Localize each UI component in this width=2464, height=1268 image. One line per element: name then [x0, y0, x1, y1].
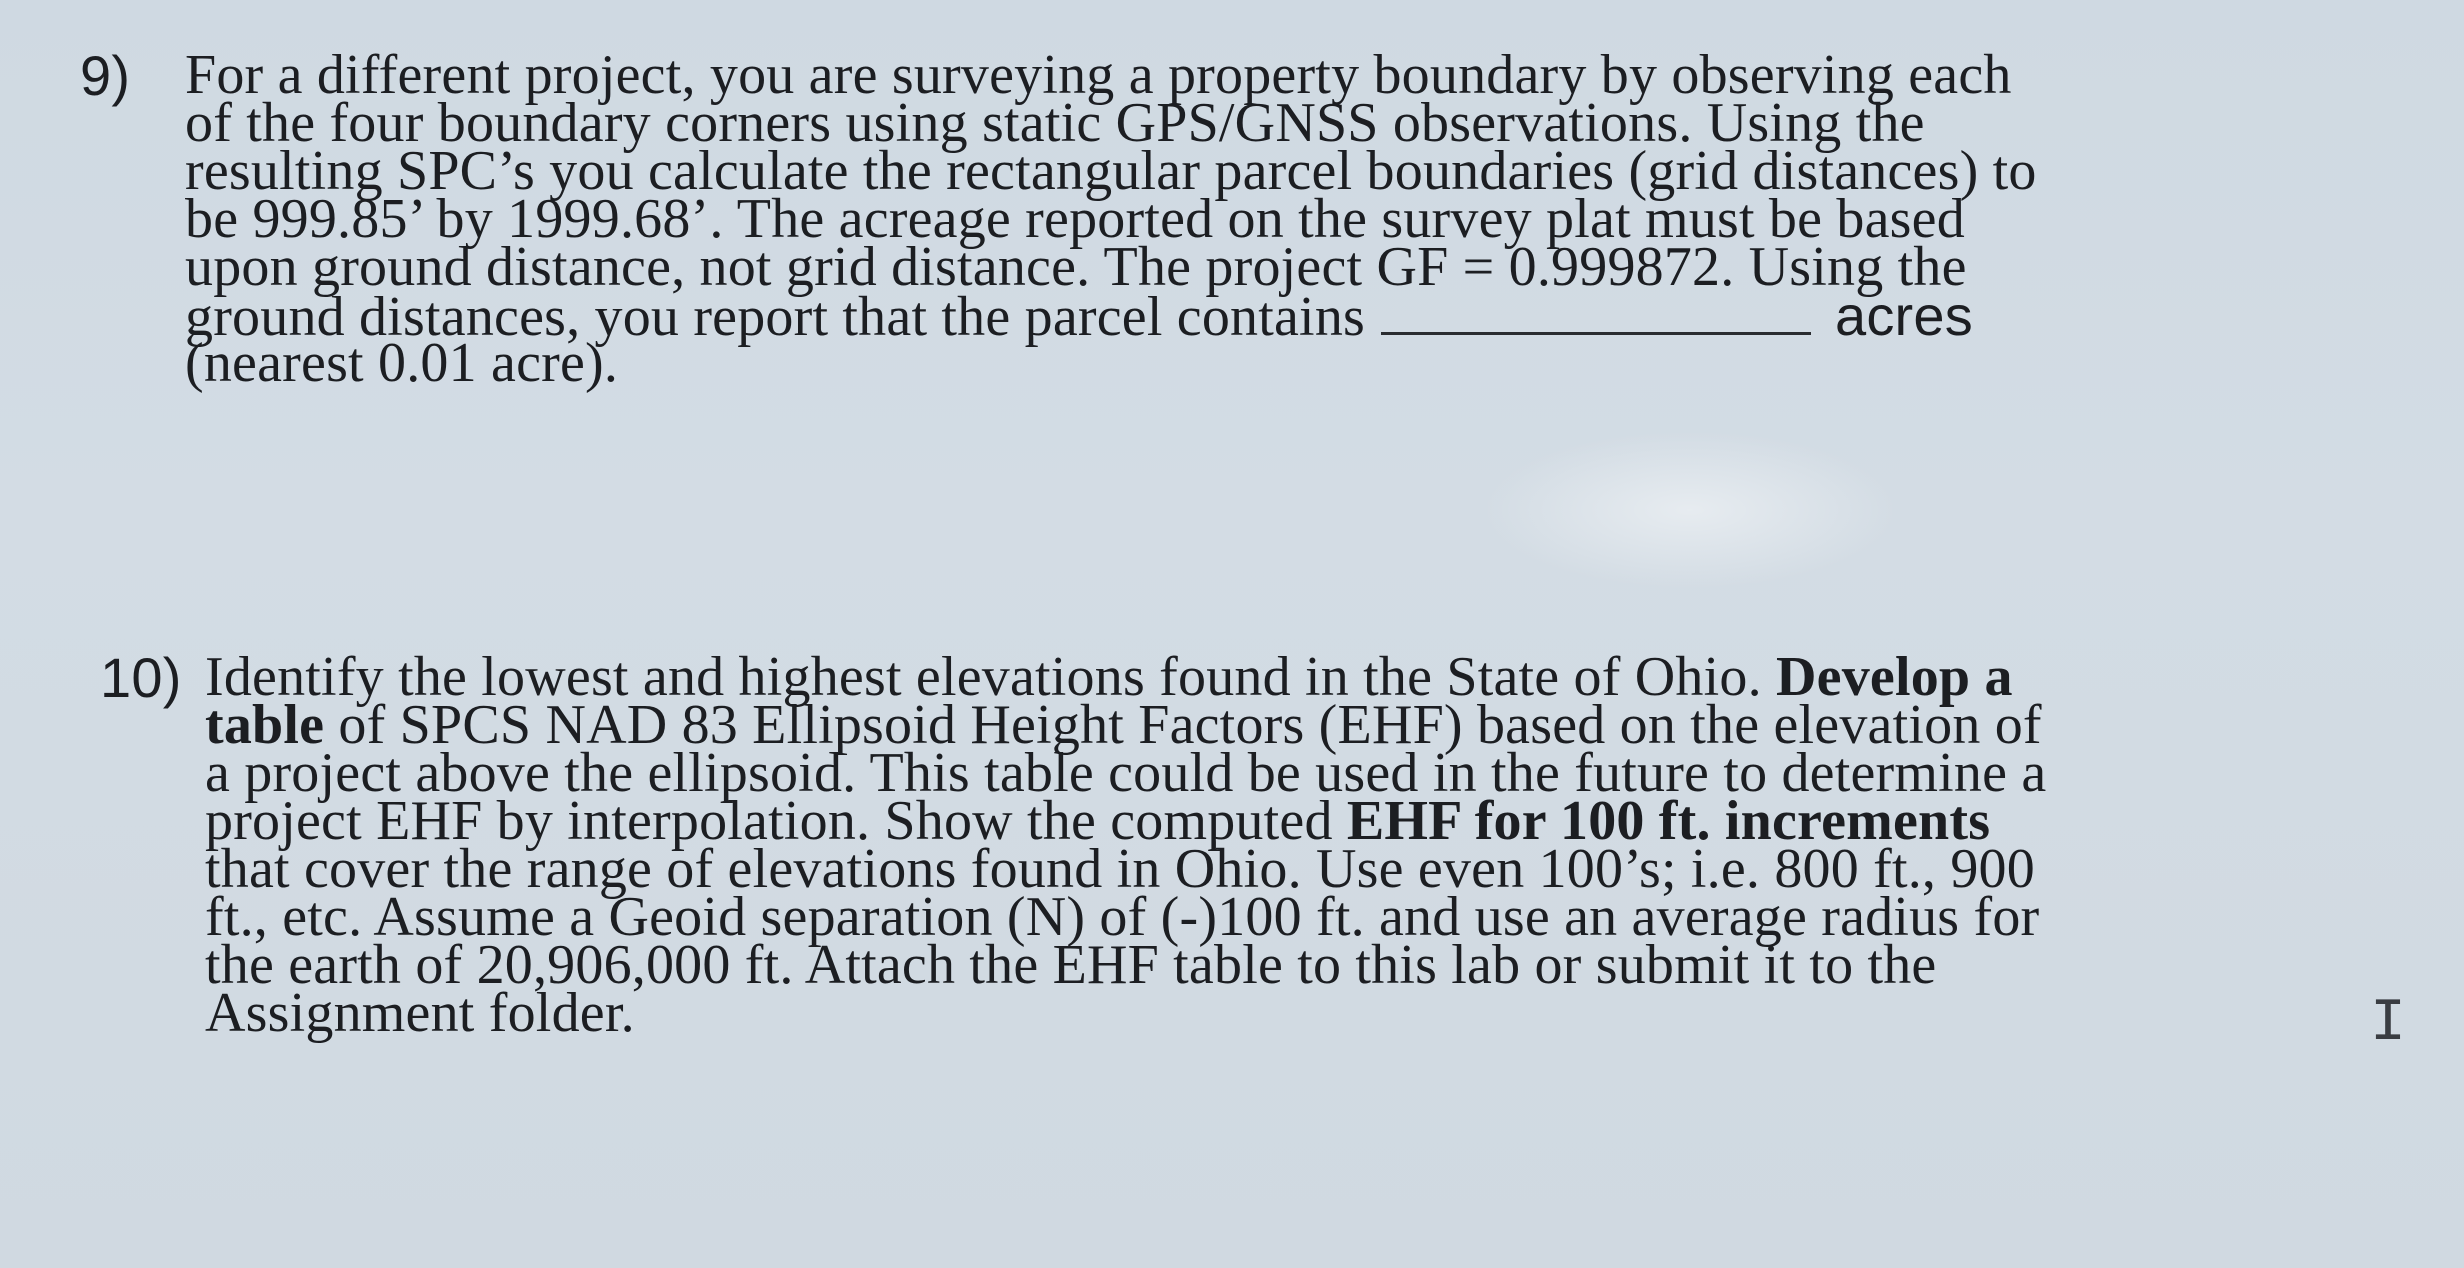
question-text-line: the earth of 20,906,000 ft. Attach the EHF table to this lab or submit it to the [205, 934, 1937, 996]
question-text-line: that cover the range of elevations found in Ohio. Use even 100’s; i.e. 800 ft., 900 [205, 838, 2035, 900]
question-number: 9) [80, 44, 131, 107]
question-text-line: For a different project, you are surveying a property boundary by observing each [185, 44, 2012, 106]
answer-blank[interactable] [1381, 280, 1811, 335]
unit-label: acres [1835, 284, 1973, 347]
question-text: project EHF by interpolation. Show the computed [205, 790, 1333, 852]
question-text-line: of the four boundary corners using static GPS/GNSS observations. Using the [185, 92, 1925, 154]
question-text-line: a project above the ellipsoid. This table could be used in the future to determine a [205, 742, 2047, 804]
question-text: ground distances, you report that the parcel contains [185, 286, 1366, 348]
question-text-line: resulting SPC’s you calculate the rectangular parcel boundaries (grid distances) to [185, 140, 2037, 202]
question-text: of SPCS NAD 83 Ellipsoid Height Factors (EHF) based on the elevation of [338, 694, 2042, 756]
light-glare [1480, 430, 1900, 590]
question-text-line: be 999.85’ by 1999.68’. The acreage reported on the survey plat must be based [185, 188, 1965, 250]
question-text-line: Assignment folder. [205, 982, 635, 1044]
question-text-line: upon ground distance, not grid distance. The project GF = 0.999872. Using the [185, 236, 1967, 298]
question-text-line: ft., etc. Assume a Geoid separation (N) of (-)100 ft. and use an average radius for [205, 886, 2040, 948]
emphasis-text: Develop a [1776, 646, 2013, 708]
question-number: 10) [100, 646, 182, 709]
emphasis-text: table [205, 694, 325, 756]
question-text-line: (nearest 0.01 acre). [185, 332, 619, 394]
emphasis-text: EHF for 100 ft. increments [1346, 790, 1991, 852]
question-text: Identify the lowest and highest elevations found in the State of Ohio. [205, 646, 1762, 708]
text-cursor-icon: I [2370, 990, 2407, 1058]
